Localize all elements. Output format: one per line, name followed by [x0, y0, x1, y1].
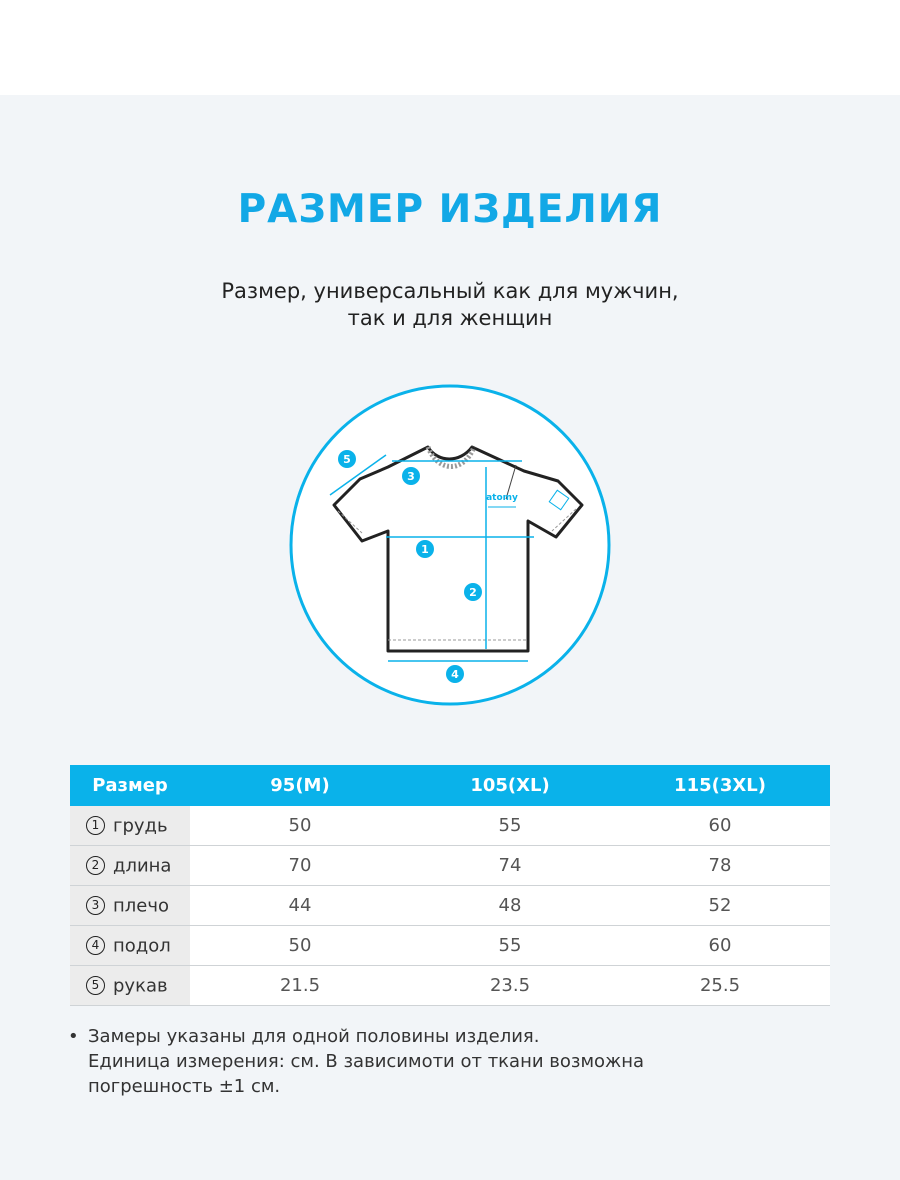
row-label: 4 подол — [70, 926, 190, 966]
marker-2 — [464, 583, 482, 601]
table-cell: 21.5 — [190, 966, 410, 1006]
top-white-band — [0, 0, 900, 95]
table-cell: 48 — [410, 886, 610, 926]
table-cell: 70 — [190, 846, 410, 886]
table-cell: 55 — [410, 926, 610, 966]
table-cell: 52 — [610, 886, 830, 926]
tshirt-measurement-diagram — [288, 383, 612, 707]
bullet-icon: • — [68, 1026, 79, 1047]
table-cell: 60 — [610, 806, 830, 846]
marker-5 — [338, 450, 356, 468]
row-label: 3 плечо — [70, 886, 190, 926]
svg-text:4: 4 — [451, 668, 459, 681]
header-size: Размер — [70, 765, 190, 806]
page-title: РАЗМЕР ИЗДЕЛИЯ — [237, 187, 663, 232]
marker-3 — [402, 467, 420, 485]
number-circle-icon: 1 — [86, 816, 105, 835]
table-row — [70, 886, 830, 926]
number-circle-icon: 2 — [86, 856, 105, 875]
table-cell: 44 — [190, 886, 410, 926]
table-cell: 25.5 — [610, 966, 830, 1006]
svg-text:2: 2 — [469, 586, 477, 599]
row-label: 1 грудь — [70, 806, 190, 846]
table-row — [70, 966, 830, 1006]
table-cell: 50 — [190, 806, 410, 846]
marker-4 — [446, 665, 464, 683]
note-line-3: погрешность ±1 см. — [88, 1076, 281, 1097]
table-row — [70, 926, 830, 966]
note-line-2: Единица измерения: см. В зависимоти от ткани возможна — [88, 1051, 645, 1072]
table-row — [70, 846, 830, 886]
number-circle-icon: 5 — [86, 976, 105, 995]
row-label: 2 длина — [70, 846, 190, 886]
table-cell: 78 — [610, 846, 830, 886]
note-line-1: Замеры указаны для одной половины изделия. — [88, 1026, 540, 1047]
table-cell: 74 — [410, 846, 610, 886]
table-cell: 50 — [190, 926, 410, 966]
subtitle-line-2: так и для женщин — [347, 306, 553, 330]
page-subtitle — [0, 278, 900, 332]
table-cell: 60 — [610, 926, 830, 966]
subtitle-line-1: Размер, универсальный как для мужчин, — [221, 279, 679, 303]
header-105xl: 105(XL) — [410, 765, 610, 806]
header-1153xl: 115(3XL) — [610, 765, 830, 806]
number-circle-icon: 4 — [86, 936, 105, 955]
row-label: 5 рукав — [70, 966, 190, 1006]
svg-text:1: 1 — [421, 543, 429, 556]
brand-logo-text: atomy — [486, 493, 518, 503]
table-header-row — [70, 765, 830, 806]
table-cell: 23.5 — [410, 966, 610, 1006]
number-circle-icon: 3 — [86, 896, 105, 915]
table-row — [70, 806, 830, 846]
table-cell: 55 — [410, 806, 610, 846]
header-95m: 95(M) — [190, 765, 410, 806]
svg-text:5: 5 — [343, 453, 351, 466]
svg-text:3: 3 — [407, 470, 415, 483]
size-table — [70, 765, 830, 1006]
marker-1 — [416, 540, 434, 558]
